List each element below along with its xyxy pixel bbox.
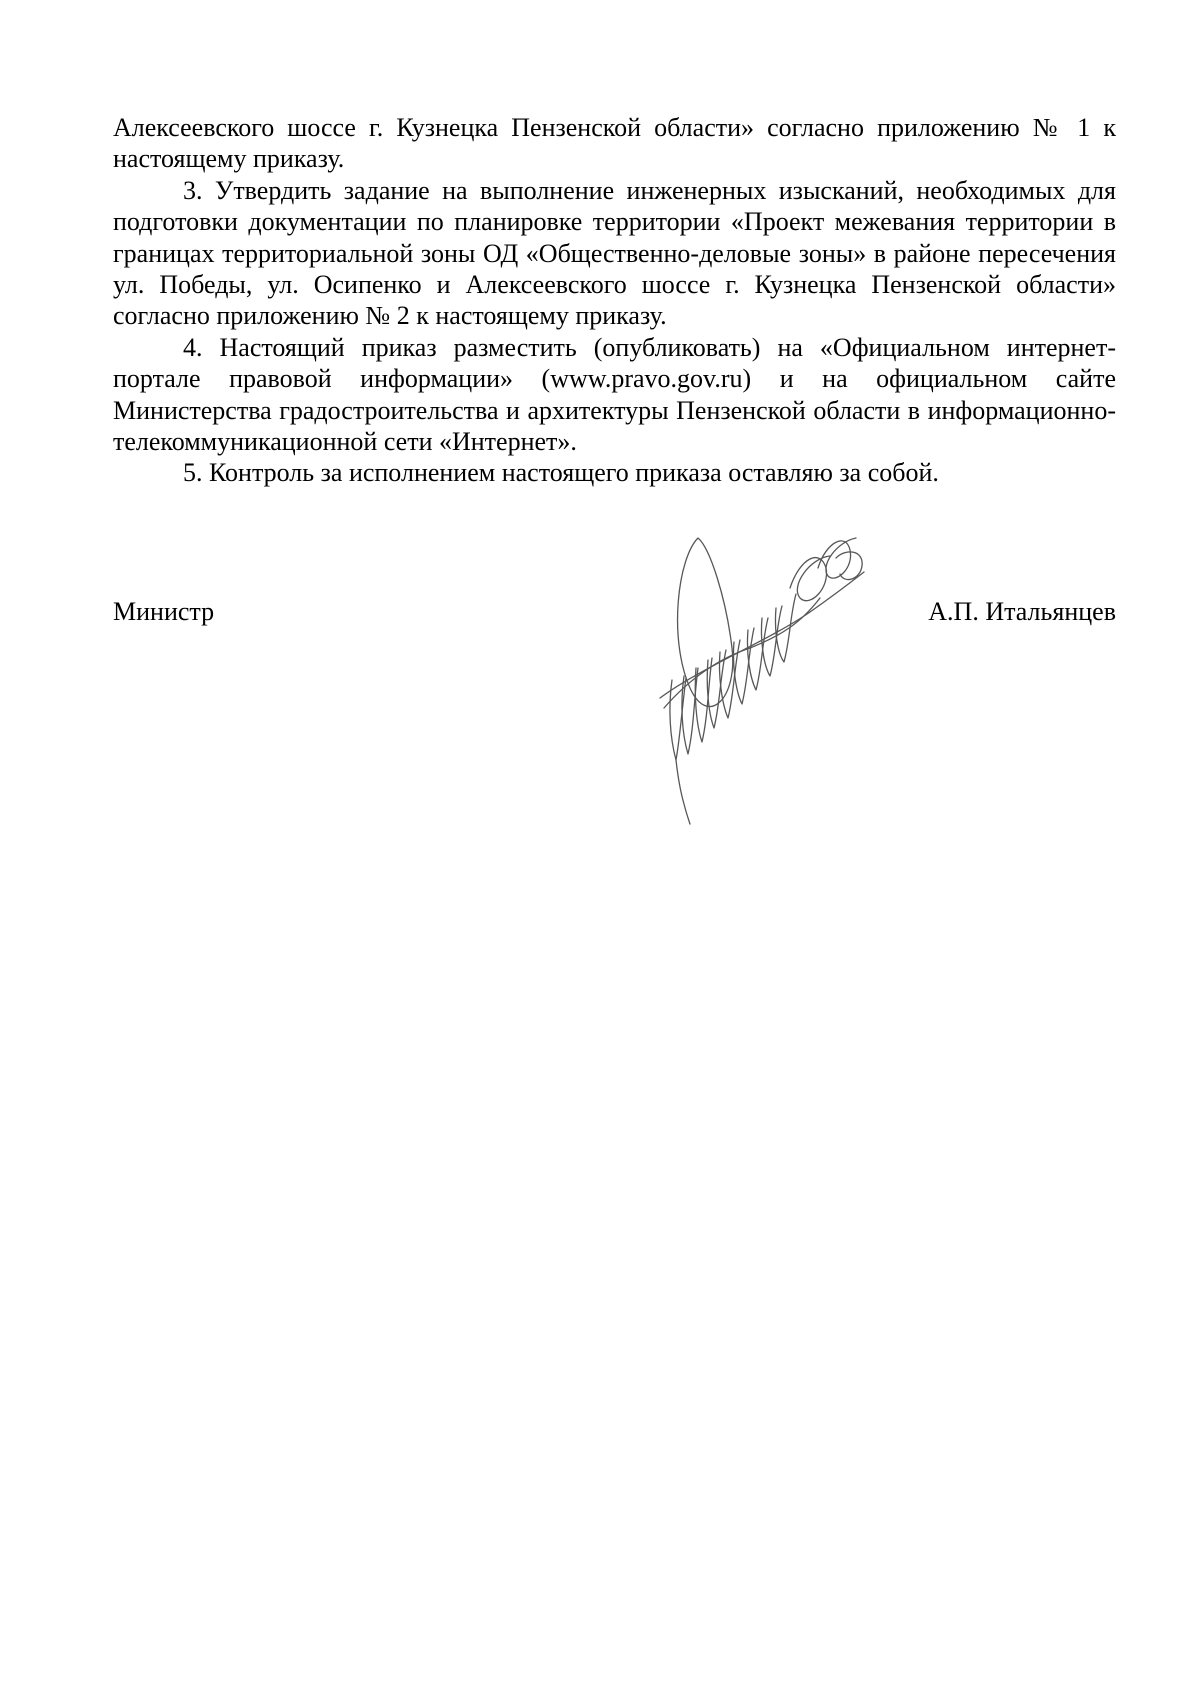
handwritten-signature-icon <box>650 528 880 828</box>
signer-name: А.П. Итальянцев <box>928 597 1116 626</box>
document-body <box>113 112 1116 489</box>
paragraph-item-5: 5. Контроль за исполнением настоящего приказа оставляю за собой. <box>183 458 939 488</box>
signer-position: Министр <box>113 597 215 626</box>
paragraph-item-3: 3. Утвердить задание на выполнение инженерных изысканий, необходимых для подготовки документации по планировке территории «Проект межевания территории в границах территориальной зоны ОД «Общественно-деловые зоны» в районе пересечения ул. Победы, ул. Осипенко и Алексеевского шоссе г. Кузнецка Пензенской области» согласно приложению № 2 к настоящему приказу. <box>113 175 1116 331</box>
paragraph-continuation: Алексеевского шоссе г. Кузнецка Пензенской области» согласно приложению № 1 к настоящему приказу. <box>113 113 1116 174</box>
paragraph-item-4: 4. Настоящий приказ разместить (опубликовать) на «Официальном интернет-портале правовой информации» (www.pravo.gov.ru) и на официальном сайте Министерства градостроительства и архитектуры Пензенской области в информационно-телекоммуникационной сети «Интернет». <box>113 332 1116 457</box>
signature-block <box>113 596 1116 636</box>
